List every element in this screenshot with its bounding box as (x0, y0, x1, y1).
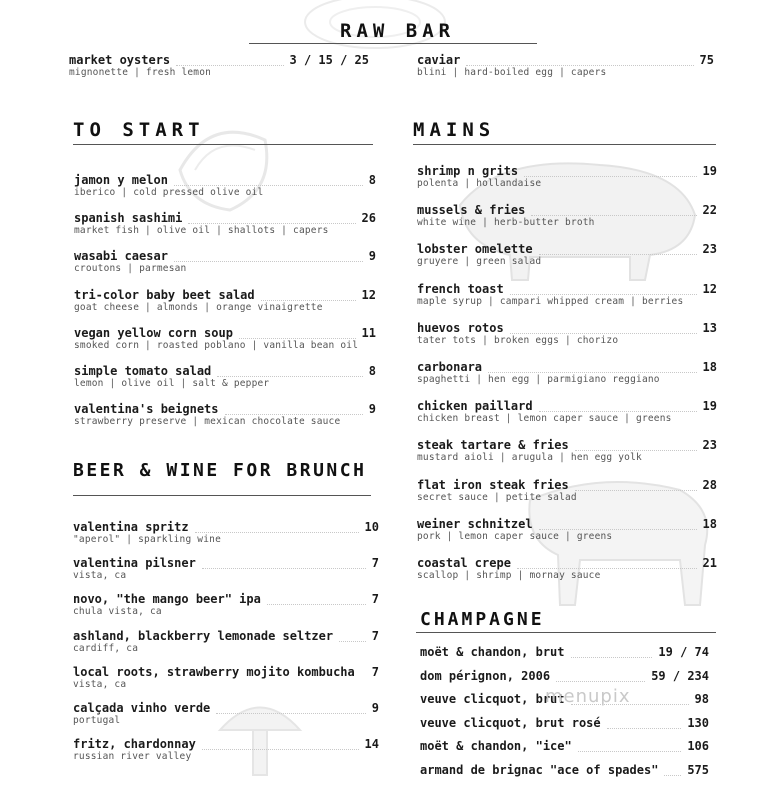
item-price: 12 (361, 287, 376, 302)
item-name: vegan yellow corn soup (74, 325, 233, 340)
leader-dots (578, 751, 681, 752)
item-description: iberico | cold pressed olive oil (74, 187, 264, 198)
to-start-item (74, 326, 376, 354)
item-description: pork | lemon caper sauce | greens (417, 530, 613, 542)
leader-dots (531, 215, 697, 216)
to-start-item (74, 249, 376, 277)
item-description: vista, ca (73, 570, 127, 582)
item-name: shrimp n grits (417, 164, 519, 178)
leader-dots (202, 568, 366, 569)
mains-item (417, 556, 717, 584)
item-price: 19 (702, 399, 717, 414)
item-price: 7 (371, 664, 379, 679)
leader-dots (216, 713, 366, 714)
leader-dots (539, 254, 697, 255)
leader-dots (188, 223, 356, 224)
item-price: 11 (361, 325, 376, 340)
leader-dots (261, 300, 356, 301)
item-price: 14 (364, 737, 379, 752)
leader-dots (217, 376, 363, 377)
item-price: 23 (702, 242, 717, 257)
item-description: cardiff, ca (73, 642, 139, 654)
leader-dots (488, 372, 697, 373)
item-name: moët & chandon, "ice" (420, 739, 572, 754)
item-price: 9 (368, 402, 376, 417)
to-start-item (74, 288, 376, 316)
item-price: 8 (368, 173, 376, 187)
item-description: croutons | parmesan (74, 263, 187, 275)
leader-dots (267, 604, 366, 605)
item-price: 18 (702, 516, 717, 531)
leader-dots (239, 338, 356, 339)
item-name: coastal crepe (417, 556, 511, 570)
item-name: french toast (417, 281, 504, 296)
leader-dots (571, 657, 652, 658)
item-description: chula vista, ca (73, 606, 162, 618)
beer-wine-title: BEER & WINE FOR BRUNCH (73, 460, 367, 481)
mains-item (417, 438, 717, 466)
leader-dots (225, 414, 363, 415)
item-description: russian river valley (73, 751, 192, 763)
watermark: menupix (545, 686, 631, 707)
leader-dots (510, 294, 697, 295)
to-start-item (74, 173, 376, 201)
to-start-item (74, 402, 376, 430)
item-price: 18 (702, 360, 717, 374)
item-name: lobster omelette (417, 242, 533, 257)
item-name: ashland, blackberry lemonade seltzer (73, 628, 334, 643)
item-price: 28 (702, 477, 717, 492)
beer-wine-item (73, 701, 379, 729)
item-name: chicken paillard (417, 399, 533, 414)
leader-dots (539, 529, 697, 530)
mains-item (417, 399, 717, 427)
item-price: 575 (687, 763, 709, 777)
item-name: wasabi caesar (74, 249, 168, 264)
item-description: market fish | olive oil | shallots | capers (74, 225, 329, 237)
item-price: 19 / 74 (658, 645, 709, 659)
to-start-title: TO START (73, 119, 205, 141)
leader-dots (339, 641, 366, 642)
mains-item (417, 242, 717, 270)
leader-dots (524, 176, 697, 177)
item-name: calçada vinho verde (73, 701, 211, 715)
item-name: carbonara (417, 360, 483, 374)
leader-dots (195, 532, 359, 533)
item-description: "aperol" | sparkling wine (73, 534, 221, 545)
item-price: 9 (371, 701, 379, 715)
item-description: tater tots | broken eggs | chorizo (417, 334, 619, 346)
mains-item (417, 282, 717, 310)
item-name: tri-color baby beet salad (74, 287, 255, 302)
mains-rule (413, 144, 716, 145)
item-name: veuve clicquot, brut (420, 692, 565, 707)
leader-dots (575, 450, 697, 451)
item-name: dom pérignon, 2006 (420, 668, 551, 683)
item-price: 59 / 234 (651, 668, 709, 683)
mains-title: MAINS (413, 119, 496, 141)
item-description: polenta | hollandaise (417, 178, 542, 189)
item-description: scallop | shrimp | mornay sauce (417, 570, 601, 581)
item-name: veuve clicquot, brut rosé (420, 715, 601, 730)
item-price: 12 (702, 281, 717, 296)
item-description: mustard aioli | arugula | hen egg yolk (417, 452, 642, 464)
beer-wine-rule (73, 495, 371, 496)
item-price: 26 (361, 211, 376, 226)
item-description: vista, ca (73, 678, 127, 690)
champagne-item (420, 763, 709, 791)
leader-dots (664, 775, 681, 776)
raw-bar-title: RAW BAR (340, 20, 456, 42)
item-price: 23 (702, 438, 717, 453)
mains-item (417, 164, 717, 192)
item-description: strawberry preserve | mexican chocolate sauce (74, 416, 341, 428)
item-name: simple tomato salad (74, 364, 212, 378)
leader-dots (575, 490, 697, 491)
item-price: 8 (368, 364, 376, 378)
item-name: jamon y melon (74, 173, 168, 187)
item-name: huevos rotos (417, 320, 504, 335)
leader-dots (517, 568, 697, 569)
beer-wine-item (73, 629, 379, 657)
leader-dots (556, 681, 645, 682)
mains-item (417, 321, 717, 349)
leader-dots (607, 728, 681, 729)
mains-item (417, 360, 717, 388)
leader-dots (510, 333, 697, 334)
to-start-rule (73, 144, 373, 145)
leader-dots (174, 185, 363, 186)
item-description: secret sauce | petite salad (417, 491, 577, 503)
mains-item (417, 517, 717, 545)
item-description: portugal (73, 715, 121, 726)
item-price: 7 (371, 556, 379, 571)
item-description: goat cheese | almonds | orange vinaigrette (74, 301, 323, 313)
beer-wine-item (73, 665, 379, 693)
item-name: novo, "the mango beer" ipa (73, 592, 261, 607)
mains-item (417, 478, 717, 506)
item-price: 10 (364, 520, 379, 534)
item-name: steak tartare & fries (417, 438, 569, 453)
item-price: 7 (371, 592, 379, 607)
to-start-item (74, 364, 376, 392)
item-description: lemon | olive oil | salt & pepper (74, 378, 270, 389)
item-name: valentina's beignets (74, 402, 219, 417)
beer-wine-item (73, 737, 379, 765)
item-name: spanish sashimi (74, 211, 183, 226)
item-name: mussels & fries (417, 203, 526, 218)
raw-bar-rule (249, 43, 537, 44)
to-start-item (74, 211, 376, 239)
item-name: moët & chandon, brut (420, 645, 565, 659)
champagne-rule (416, 632, 716, 633)
item-description: maple syrup | campari whipped cream | berries (417, 295, 684, 307)
item-price: 13 (702, 320, 717, 335)
item-description: spaghetti | hen egg | parmigiano reggiano (417, 374, 660, 385)
mains-item (417, 203, 717, 231)
leader-dots (539, 411, 697, 412)
item-price: 130 (687, 715, 709, 730)
item-name: local roots, strawberry mojito kombucha (73, 664, 355, 679)
leader-dots (174, 261, 363, 262)
beer-wine-item (73, 592, 379, 620)
item-name: valentina pilsner (73, 556, 196, 571)
item-price: 21 (702, 556, 717, 570)
item-price: 106 (687, 739, 709, 754)
item-price: 98 (694, 692, 709, 707)
item-description: smoked corn | roasted poblano | vanilla bean oil (74, 339, 359, 351)
item-name: weiner schnitzel (417, 516, 533, 531)
item-price: 9 (368, 249, 376, 264)
beer-wine-item (73, 556, 379, 584)
item-name: armand de brignac "ace of spades" (420, 763, 659, 777)
item-description: white wine | herb-butter broth (417, 217, 595, 229)
item-price: 19 (702, 164, 717, 178)
item-name: flat iron steak fries (417, 477, 569, 492)
champagne-title: CHAMPAGNE (420, 609, 545, 630)
item-description: gruyere | green salad (417, 256, 542, 268)
item-price: 7 (371, 628, 379, 643)
item-name: fritz, chardonnay (73, 737, 196, 752)
item-name: valentina spritz (73, 520, 189, 534)
item-price: 22 (702, 203, 717, 218)
leader-dots (202, 749, 359, 750)
item-description: chicken breast | lemon caper sauce | greens (417, 413, 672, 425)
beer-wine-item (73, 520, 379, 548)
